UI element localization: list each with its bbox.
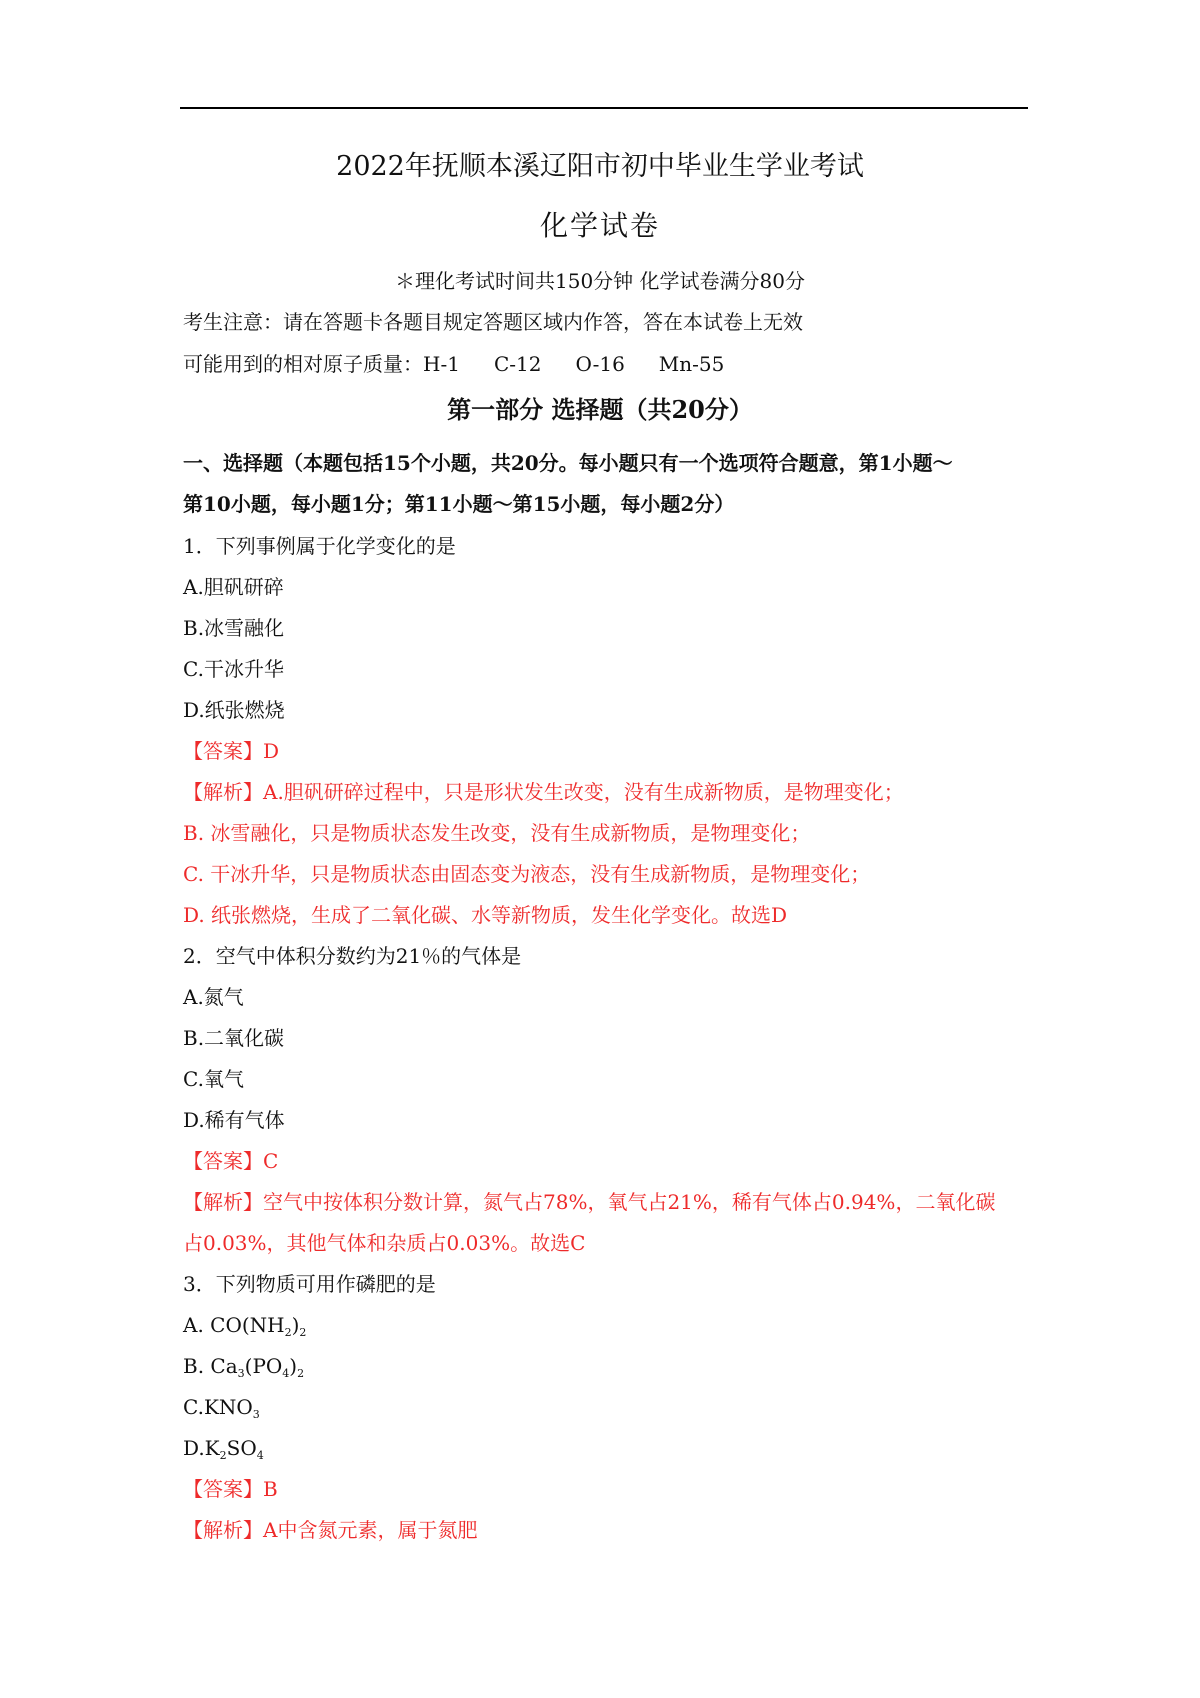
analysis-tag: 【解析】 bbox=[183, 1518, 263, 1542]
exam-title: 2022年抚顺本溪辽阳市初中毕业生学业考试 bbox=[336, 151, 864, 182]
formula-text: C.KNO bbox=[183, 1395, 253, 1419]
question-2-option-a: A.氮气 bbox=[183, 985, 244, 1009]
formula-subscript: 4 bbox=[256, 1449, 264, 1462]
formula-subscript: 2 bbox=[284, 1326, 292, 1339]
formula-subscript: 2 bbox=[219, 1449, 227, 1462]
question-2-stem: 2．空气中体积分数约为21％的气体是 bbox=[183, 944, 522, 968]
question-3-answer bbox=[183, 1475, 278, 1503]
formula-text: D.K bbox=[183, 1436, 220, 1460]
question-3-option-b bbox=[183, 1352, 304, 1388]
analysis-tag: 【解析】 bbox=[183, 780, 263, 804]
question-2-option-c: C.氧气 bbox=[183, 1067, 244, 1091]
question-2-answer bbox=[183, 1147, 278, 1175]
formula-subscript: 3 bbox=[252, 1408, 260, 1421]
question-3-option-c bbox=[183, 1393, 260, 1429]
analysis-tag: 【解析】 bbox=[183, 1190, 263, 1214]
candidate-notice: 考生注意：请在答题卡各题目规定答题区域内作答，答在本试卷上无效 bbox=[183, 310, 803, 334]
question-3-analysis-1 bbox=[183, 1516, 477, 1544]
question-1-stem: 1．下列事例属于化学变化的是 bbox=[183, 534, 456, 558]
formula-subscript: 2 bbox=[297, 1367, 305, 1380]
question-1-option-c: C.干冰升华 bbox=[183, 657, 284, 681]
answer-tag: 【答案】 bbox=[183, 739, 263, 763]
analysis-text: A中含氮元素，属于氮肥 bbox=[263, 1518, 478, 1542]
formula-subscript: 3 bbox=[237, 1367, 245, 1380]
formula-text: SO bbox=[226, 1436, 257, 1460]
section-title: 第一部分 选择题（共20分） bbox=[447, 395, 753, 424]
answer-value: B bbox=[263, 1477, 278, 1501]
exam-subtitle: 化学试卷 bbox=[539, 209, 660, 242]
analysis-text: A.胆矾研碎过程中，只是形状发生改变，没有生成新物质，是物理变化； bbox=[263, 780, 904, 804]
question-3-stem: 3．下列物质可用作磷肥的是 bbox=[183, 1272, 436, 1296]
atomic-mass-mn: Mn-55 bbox=[658, 352, 725, 376]
question-1-option-d: D.纸张燃烧 bbox=[183, 698, 285, 722]
formula-text: (PO bbox=[244, 1354, 283, 1378]
atomic-mass-h: H-1 bbox=[423, 352, 460, 376]
formula-text: B. Ca bbox=[183, 1354, 238, 1378]
formula-subscript: 2 bbox=[299, 1326, 307, 1339]
question-3-option-a bbox=[183, 1311, 306, 1347]
question-1-option-a: A.胆矾研碎 bbox=[183, 575, 284, 599]
formula-subscript: 4 bbox=[282, 1367, 290, 1380]
question-1-analysis-3: C. 干冰升华，只是物质状态由固态变为液态，没有生成新物质，是物理变化； bbox=[183, 862, 871, 886]
section-instructions-1: 一、选择题（本题包括15个小题，共20分。每小题只有一个选项符合题意，第1小题～ bbox=[183, 451, 953, 475]
question-1-answer bbox=[183, 737, 279, 765]
question-1-analysis-4: D. 纸张燃烧，生成了二氧化碳、水等新物质，发生化学变化。故选D bbox=[183, 903, 788, 927]
formula-text: ) bbox=[289, 1354, 298, 1378]
formula-text: A. CO(NH bbox=[183, 1313, 285, 1337]
exam-time-note: ＊理化考试时间共150分钟 化学试卷满分80分 bbox=[395, 269, 805, 293]
question-2-analysis-1 bbox=[183, 1188, 995, 1216]
atomic-mass-c: C-12 bbox=[493, 352, 542, 376]
question-2-analysis-2: 占0.03%，其他气体和杂质占0.03%。故选C bbox=[183, 1231, 586, 1255]
question-1-analysis-2: B. 冰雪融化，只是物质状态发生改变，没有生成新物质，是物理变化； bbox=[183, 821, 811, 845]
question-1-analysis-1 bbox=[183, 778, 904, 806]
question-1-option-b: B.冰雪融化 bbox=[183, 616, 285, 640]
section-instructions-2: 第10小题，每小题1分；第11小题～第15小题，每小题2分） bbox=[183, 492, 735, 516]
formula-text: ) bbox=[291, 1313, 300, 1337]
question-2-option-b: B.二氧化碳 bbox=[183, 1026, 285, 1050]
answer-tag: 【答案】 bbox=[183, 1477, 263, 1501]
answer-value: D bbox=[263, 739, 280, 763]
atomic-mass-line bbox=[183, 350, 724, 378]
atomic-mass-o: O-16 bbox=[575, 352, 625, 376]
answer-tag: 【答案】 bbox=[183, 1149, 263, 1173]
question-3-option-d bbox=[183, 1434, 264, 1470]
atomic-mass-label: 可能用到的相对原子质量： bbox=[183, 352, 423, 376]
analysis-text: 空气中按体积分数计算，氮气占78%，氧气占21%，稀有气体占0.94%，二氧化碳 bbox=[263, 1190, 996, 1214]
answer-value: C bbox=[263, 1149, 279, 1173]
header-rule bbox=[180, 107, 1028, 109]
question-2-option-d: D.稀有气体 bbox=[183, 1108, 285, 1132]
